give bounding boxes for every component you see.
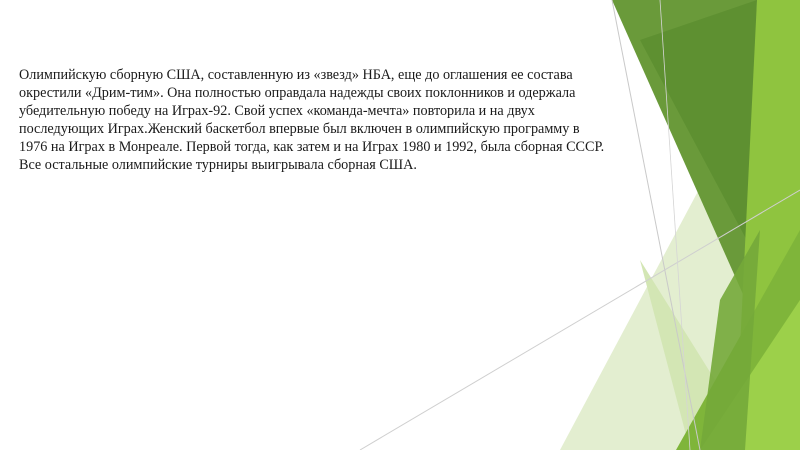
slide-body-text: Олимпийскую сборную США, составленную из «звезд» НБА, еще до оглашения ее состава окрестили «Дрим-тим». Она полностью оправдала надежды своих поклонников и одержала убедительную победу на Играх-92. Свой успех «команда-мечта» повторила и на двух последующих Играх.Женский баскетбол впервые был включен в олимпийскую программу в 1976 на Играх в Монреале. Первой тогда, как затем и на Играх 1980 и 1992, была сборная СССР. Все остальные олимпийские турниры выигрывала сборная США. bbox=[19, 67, 605, 174]
